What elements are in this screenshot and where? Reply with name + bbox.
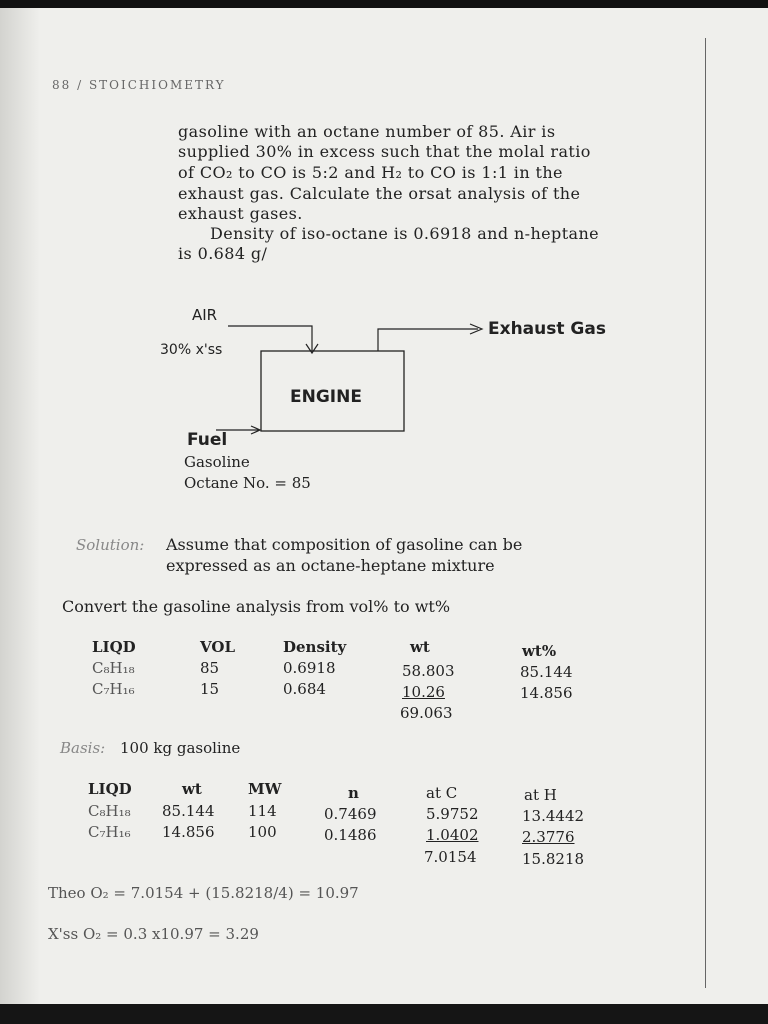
table1-row2-wt: 10.26 [402,683,445,701]
table2-row1-mw: 114 [248,802,277,820]
solution-label: Solution: [76,536,145,554]
table2-row1-at-c: 5.9752 [426,805,479,823]
table1-row1-wt: 58.803 [402,662,455,680]
table1-row2-density: 0.684 [283,680,326,698]
table2-total-at-c: 7.0154 [424,848,477,866]
table2-row1-wt: 85.144 [162,802,215,820]
table2-header-liqd: LIQD [88,780,132,798]
process-diagram [0,8,768,528]
table1-header-wt: wt [410,638,430,656]
table1-row1-liqd: C₈H₁₈ [92,659,135,677]
problem-line-5: exhaust gases. [178,204,303,223]
problem-line-7: is 0.684 g/ [178,244,268,263]
table2-row2-n: 0.1486 [324,826,377,844]
running-header: 88 / STOICHIOMETRY [52,78,226,92]
table1-row1-density: 0.6918 [283,659,336,677]
table1-header-vol: VOL [200,638,235,656]
table1-row2-vol: 15 [200,680,220,698]
problem-line-3: of CO₂ to CO is 5:2 and H₂ to CO is 1:1 in the [178,163,563,182]
air-label: AIR [192,306,218,324]
excess-air-label: 30% x'ss [160,342,223,358]
table1-header-wt-pct: wt% [522,642,557,660]
solution-line-2: expressed as an octane-heptane mixture [166,556,495,575]
octane-number-label: Octane No. = 85 [184,474,311,492]
table2-row2-mw: 100 [248,823,277,841]
table1-total-wt: 69.063 [400,704,453,722]
engine-label: ENGINE [290,387,362,407]
table2-row1-n: 0.7469 [324,805,377,823]
table2-row2-liqd: C₇H₁₆ [88,823,131,841]
convert-line: Convert the gasoline analysis from vol% to wt% [62,597,451,616]
exhaust-outlet-line [378,329,478,351]
solution-line-1: Assume that composition of gasoline can be [166,535,523,554]
table1-row2-wt-pct: 14.856 [520,684,573,702]
scan-bottom-border [0,1004,768,1024]
table1-row1-vol: 85 [200,659,220,677]
book-page [0,8,768,1008]
basis-text: 100 kg gasoline [120,739,241,757]
table2-row2-wt: 14.856 [162,823,215,841]
table1-header-liqd: LIQD [92,638,136,656]
basis-label: Basis: [60,739,106,757]
excess-o2-equation: X'ss O₂ = 0.3 x10.97 = 3.29 [48,925,259,943]
table2-row2-at-h: 2.3776 [522,828,575,846]
air-inlet-line [228,326,312,351]
problem-line-6: Density of iso-octane is 0.6918 and n-heptane [210,224,600,243]
exhaust-gas-label: Exhaust Gas [488,319,606,339]
table2-total-at-h: 15.8218 [522,850,585,868]
gasoline-label: Gasoline [184,453,250,471]
table2-header-wt: wt [182,780,202,798]
table2-header-mw: MW [248,780,282,798]
table2-row1-at-h: 13.4442 [522,807,585,825]
table1-header-density: Density [283,638,347,656]
table2-row2-at-c: 1.0402 [426,826,479,844]
table2-row1-liqd: C₈H₁₈ [88,802,131,820]
table2-header-n: n [348,784,359,802]
table2-header-at-h: at H [524,786,557,804]
theo-o2-equation: Theo O₂ = 7.0154 + (15.8218/4) = 10.97 [48,884,359,902]
problem-line-4: exhaust gas. Calculate the orsat analysis of the [178,184,581,203]
table1-row2-liqd: C₇H₁₆ [92,680,135,698]
fuel-label: Fuel [187,430,228,450]
table1-row1-wt-pct: 85.144 [520,663,573,681]
table2-header-at-c: at C [426,784,458,802]
problem-line-1: gasoline with an octane number of 85. Air is [178,122,556,141]
problem-line-2: supplied 30% in excess such that the molal ratio [178,142,591,161]
